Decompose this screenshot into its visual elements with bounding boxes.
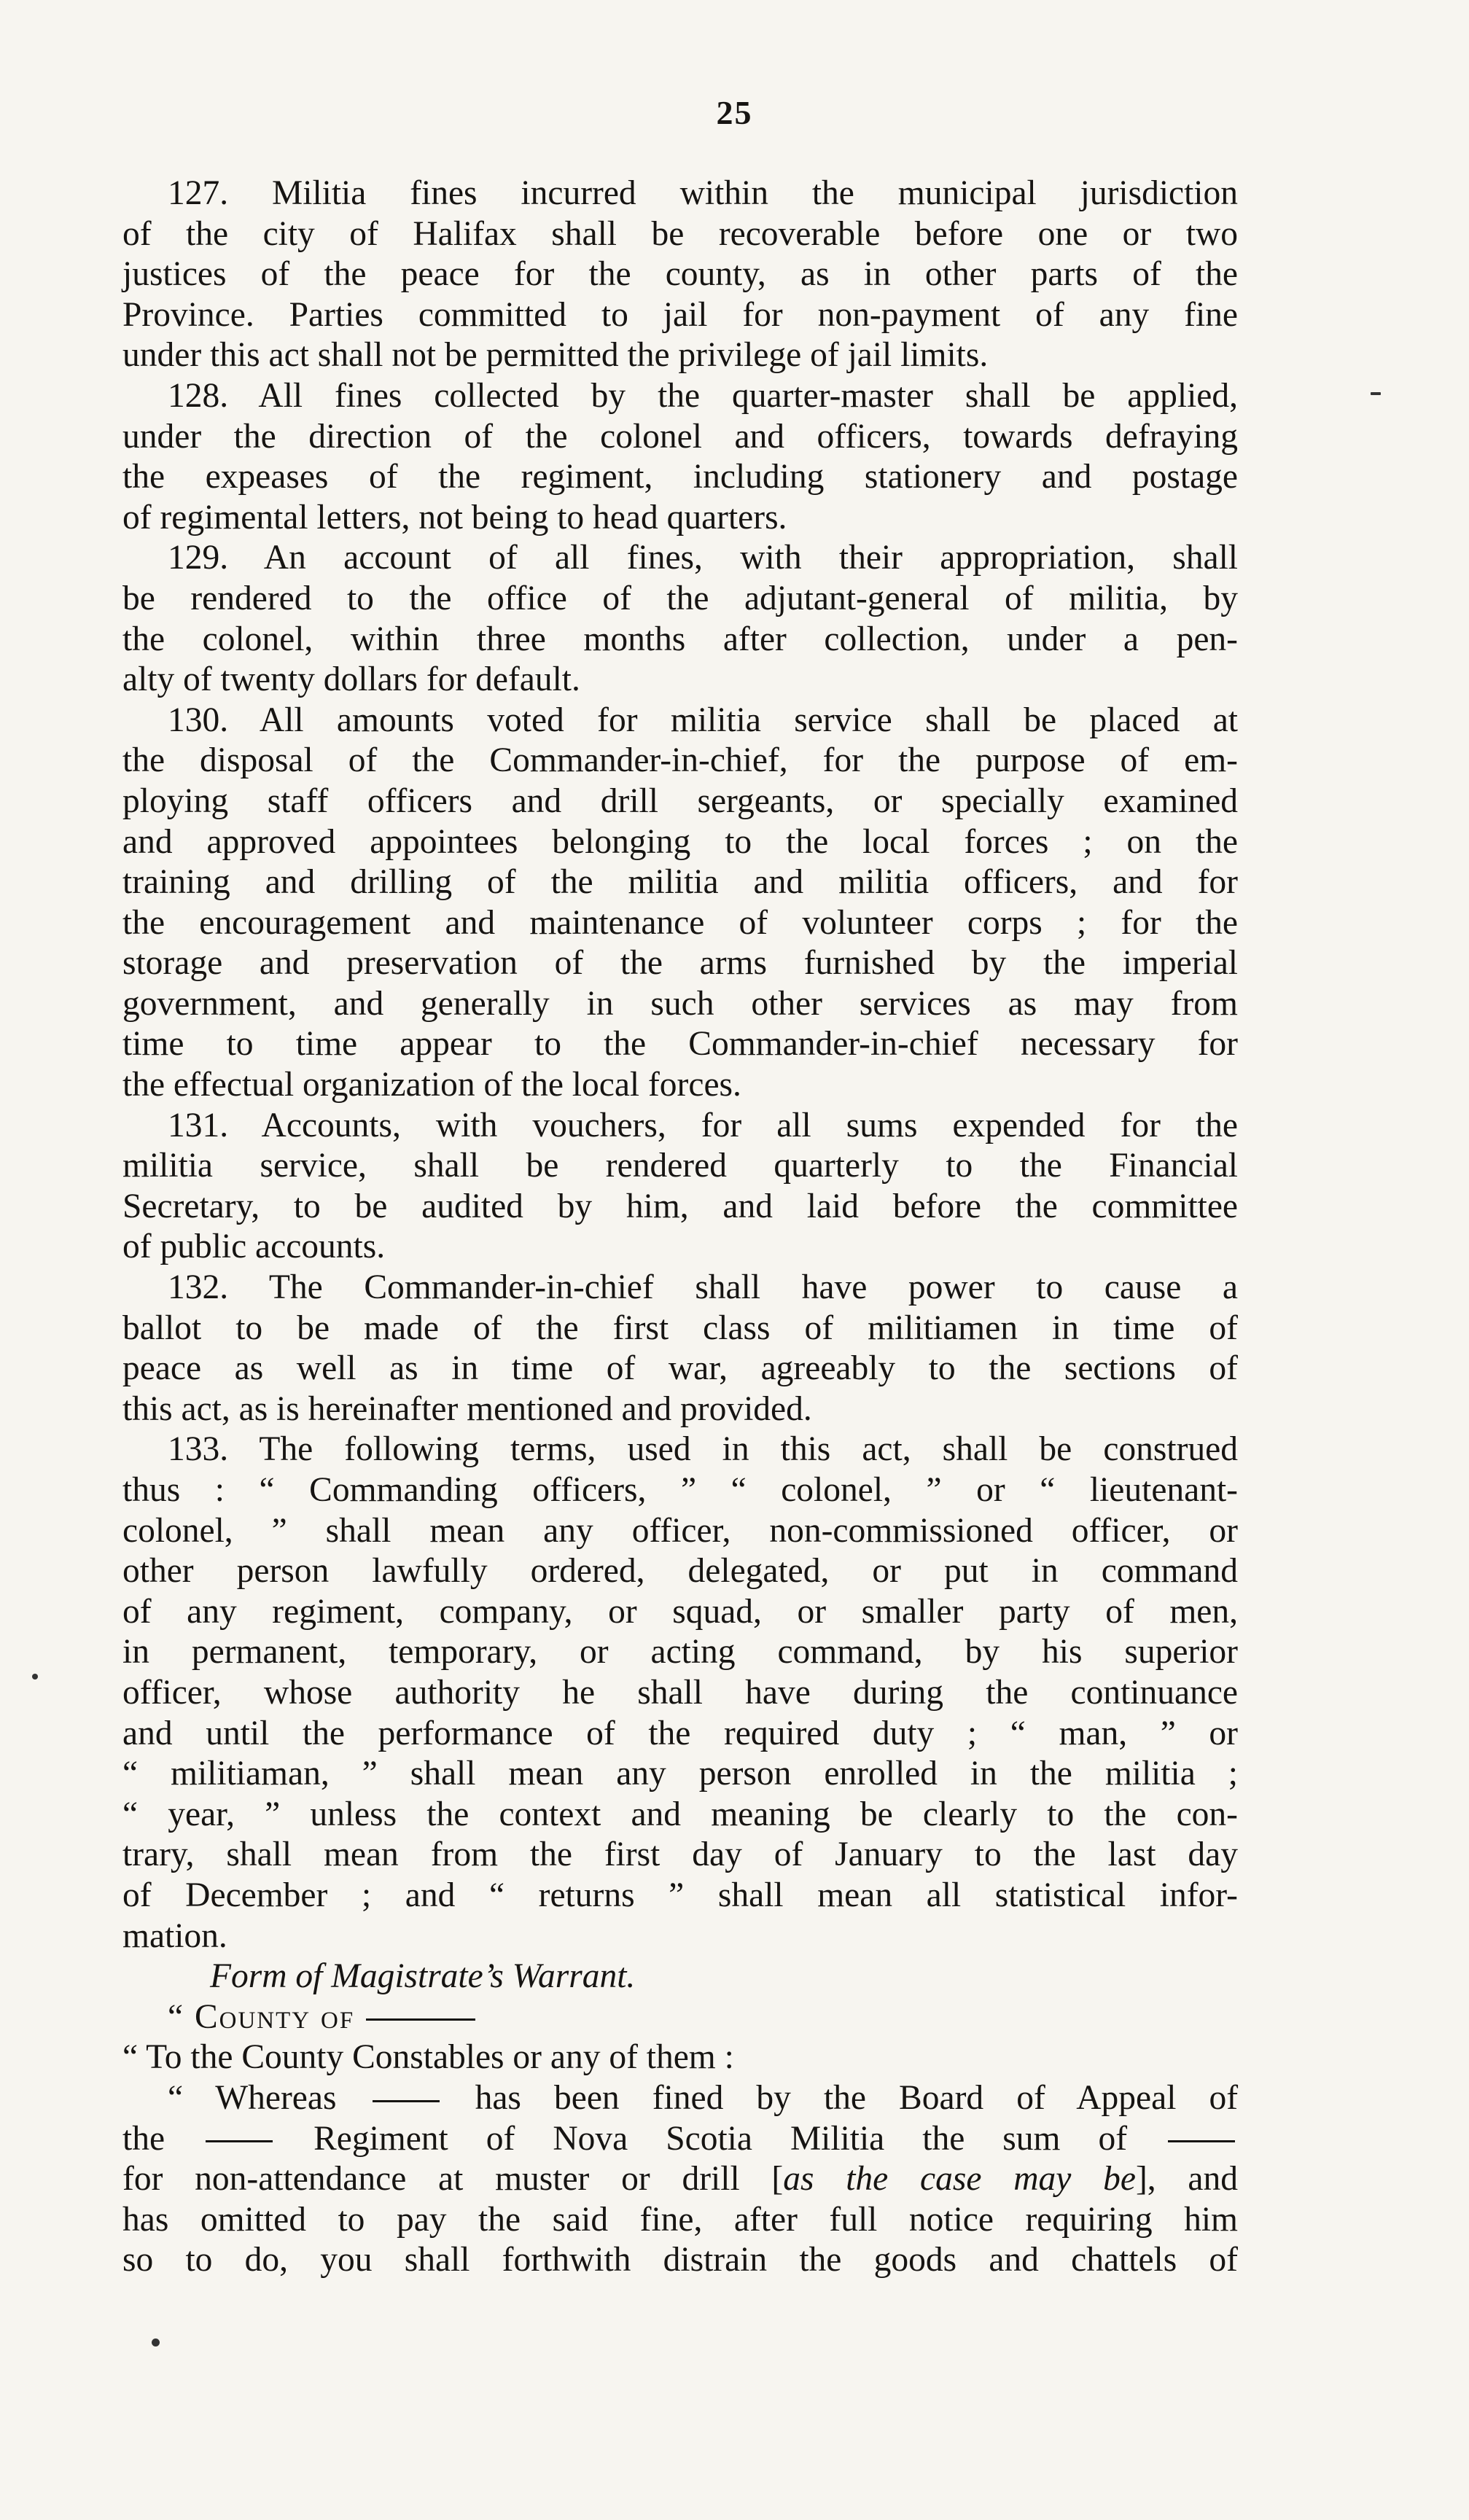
county-label: “ County of <box>168 1997 355 2036</box>
text-line: “ year, ” unless the context and meaning be clearly to the con- <box>122 1795 1238 1833</box>
text-line: of public accounts. <box>122 1228 386 1266</box>
form-heading: Form of Magistrate’s Warrant. <box>210 1957 636 1996</box>
text-line: the colonel, within three months after collection, under a pen- <box>122 620 1238 658</box>
margin-dash-mark <box>1371 392 1381 395</box>
address-line: “ To the County Constables or any of them : <box>122 2038 734 2077</box>
warrant-line-2 <box>122 2119 1238 2160</box>
warrant-case-italic: as the case may be <box>783 2160 1136 2199</box>
text-line: 131. Accounts, with vouchers, for all sums expended for the <box>168 1106 1238 1144</box>
text-line: be rendered to the office of the adjutant-general of militia, by <box>122 579 1238 617</box>
warrant-regiment-text: Regiment of Nova Scotia Militia the sum of <box>313 2119 1128 2158</box>
text-line: of the city of Halifax shall be recoverable before one or two <box>122 214 1238 253</box>
text-line: under this act shall not be permitted the privilege of jail limits. <box>122 336 989 375</box>
text-line: trary, shall mean from the first day of January to the last day <box>122 1836 1238 1874</box>
text-line: colonel, ” shall mean any officer, non-commissioned officer, or <box>122 1511 1238 1550</box>
text-line: under the direction of the colonel and officers, towards defraying <box>122 417 1238 456</box>
warrant-fined-text: has been fined by the Board of Appeal of <box>475 2078 1239 2117</box>
warrant-line-3 <box>122 2159 1238 2200</box>
text-line: of December ; and “ returns ” shall mean all statistical infor- <box>122 1876 1238 1914</box>
text-line: officer, whose authority he shall have during the continuance <box>122 1673 1238 1712</box>
margin-dot-mark <box>32 1674 38 1680</box>
text-line: government, and generally in such other services as may from <box>122 984 1238 1023</box>
text-line: alty of twenty dollars for default. <box>122 660 580 699</box>
text-line: thus : “ Commanding officers, ” “ colonel, ” or “ lieutenant- <box>122 1471 1238 1509</box>
text-line: training and drilling of the militia and militia officers, and for <box>122 863 1238 902</box>
text-line: the effectual organization of the local forces. <box>122 1066 741 1104</box>
text-line: 132. The Commander-in-chief shall have power to cause a <box>168 1268 1238 1307</box>
text-line: ploying staff officers and drill sergeants, or specially examined <box>122 781 1238 820</box>
text-line: Secretary, to be audited by him, and laid before the committee <box>122 1187 1238 1225</box>
text-line: 129. An account of all fines, with their appropriation, shall <box>168 539 1238 577</box>
text-line: of regimental letters, not being to head quarters. <box>122 498 787 537</box>
regiment-blank <box>206 2140 273 2142</box>
bottom-dot-mark <box>152 2338 160 2347</box>
text-line: the encouragement and maintenance of volunteer corps ; for the <box>122 903 1238 942</box>
text-line: ballot to be made of the first class of militiamen in time of <box>122 1308 1238 1347</box>
text-line: peace as well as in time of war, agreeably to the sections of <box>122 1349 1238 1388</box>
text-line: 133. The following terms, used in this act, shall be construed <box>168 1430 1238 1469</box>
county-blank <box>366 2018 475 2021</box>
warrant-line-4: has omitted to pay the said fine, after full notice requiring him <box>122 2200 1238 2239</box>
text-line: this act, as is hereinafter mentioned and provided. <box>122 1389 812 1428</box>
name-blank <box>373 2100 440 2102</box>
warrant-nonattendance: for non-attendance at muster or drill [ <box>122 2160 784 2199</box>
text-line: of any regiment, company, or squad, or smaller party of men, <box>122 1592 1238 1631</box>
text-line: 128. All fines collected by the quarter-master shall be applied, <box>168 376 1238 415</box>
text-line: militia service, shall be rendered quarterly to the Financial <box>122 1147 1238 1185</box>
text-line: and until the performance of the required duty ; “ man, ” or <box>122 1714 1238 1752</box>
text-line: 127. Militia fines incurred within the municipal jurisdiction <box>168 174 1238 212</box>
body-text <box>122 173 1238 2281</box>
warrant-line-5: so to do, you shall forthwith distrain the goods and chattels of <box>122 2241 1238 2279</box>
text-line: and approved appointees belonging to the local forces ; on the <box>122 822 1238 861</box>
page-number: 25 <box>716 94 753 131</box>
text-line: time to time appear to the Commander-in-chief necessary for <box>122 1025 1238 1064</box>
county-line <box>122 1997 1238 2038</box>
text-line: “ militiaman, ” shall mean any person enrolled in the militia ; <box>122 1755 1238 1793</box>
warrant-line-1 <box>122 2078 1238 2119</box>
sum-blank <box>1168 2140 1235 2142</box>
text-line: the disposal of the Commander-in-chief, for the purpose of em- <box>122 741 1238 780</box>
statute-sections <box>122 173 1238 1957</box>
warrant-whereas: “ Whereas <box>168 2078 337 2117</box>
text-line: justices of the peace for the county, as in other parts of the <box>122 255 1238 294</box>
text-line: the expeases of the regiment, including stationery and postage <box>122 458 1238 496</box>
warrant-the: the <box>122 2119 165 2158</box>
text-line: other person lawfully ordered, delegated, or put in command <box>122 1552 1238 1591</box>
text-line: Province. Parties committed to jail for non-payment of any fine <box>122 295 1238 334</box>
warrant-and: ], and <box>1135 2160 1238 2199</box>
text-line: 130. All amounts voted for militia service shall be placed at <box>168 701 1238 739</box>
text-line: mation. <box>122 1916 227 1955</box>
text-line: storage and preservation of the arms furnished by the imperial <box>122 944 1238 983</box>
text-line: in permanent, temporary, or acting command, by his superior <box>122 1633 1238 1671</box>
